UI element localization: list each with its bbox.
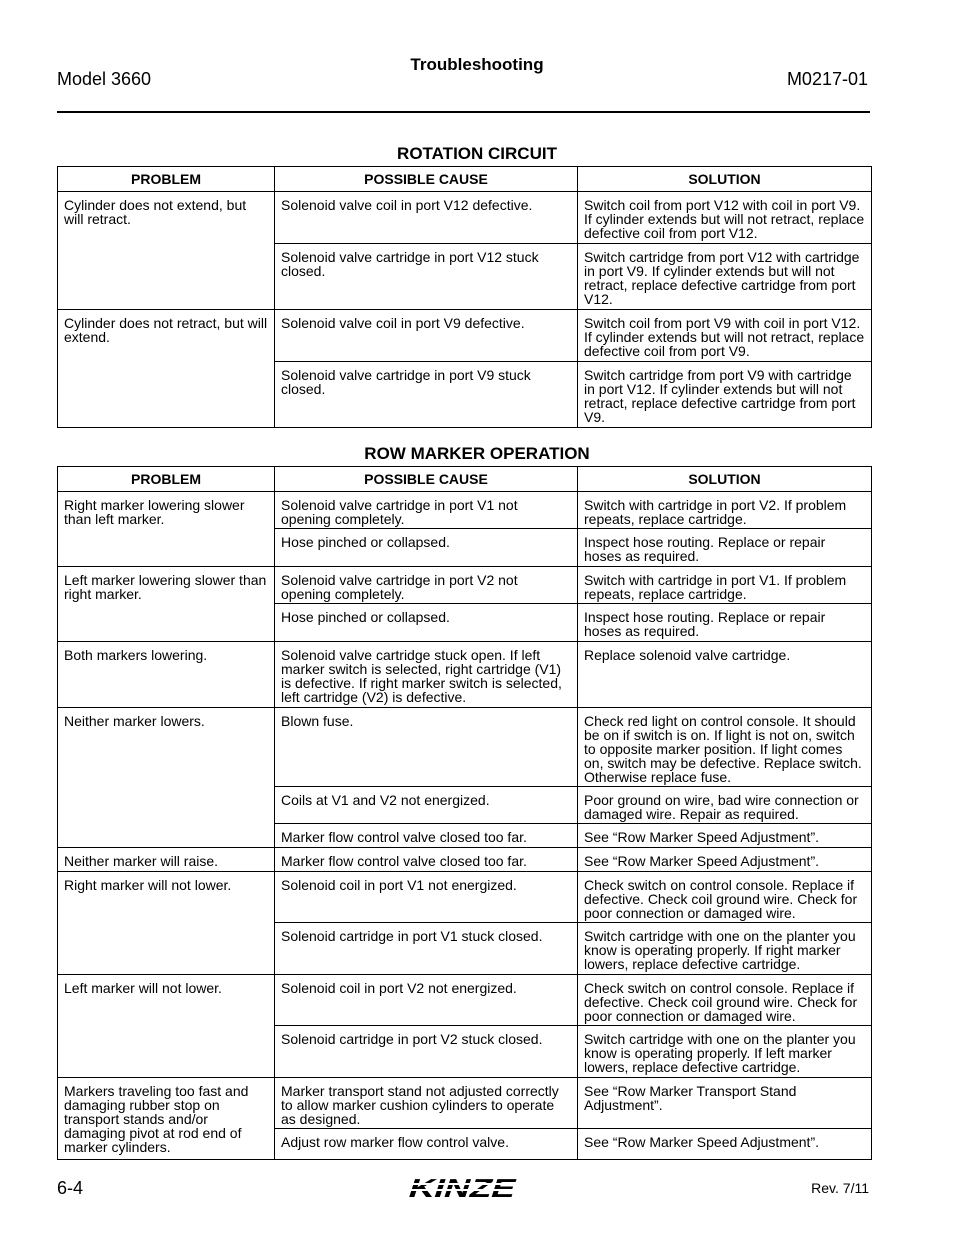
- solution-cell: See “Row Marker Transport Stand Adjustment”.: [578, 1078, 872, 1129]
- solution-cell: Inspect hose routing. Replace or repair hoses as required.: [578, 604, 872, 642]
- cause-cell: Hose pinched or collapsed.: [275, 604, 578, 642]
- cause-cell: Hose pinched or collapsed.: [275, 529, 578, 567]
- solution-cell: Switch cartridge from port V9 with cartridge in port V12. If cylinder extends but will not retract, replace defective cartridge from port V9.: [578, 362, 872, 428]
- solution-cell: See “Row Marker Speed Adjustment”.: [578, 1129, 872, 1160]
- cause-cell: Marker transport stand not adjusted correctly to allow marker cushion cylinders to operate as designed.: [275, 1078, 578, 1129]
- cause-column-header: POSSIBLE CAUSE: [275, 167, 578, 192]
- problem-cell: Both markers lowering.: [58, 642, 275, 708]
- cause-cell: Coils at V1 and V2 not energized.: [275, 787, 578, 824]
- solution-cell: See “Row Marker Speed Adjustment”.: [578, 824, 872, 848]
- cause-cell: Adjust row marker flow control valve.: [275, 1129, 578, 1160]
- revision-date: Rev. 7/11: [811, 1180, 869, 1196]
- table-row: [58, 492, 872, 529]
- cause-cell: Solenoid coil in port V2 not energized.: [275, 975, 578, 1026]
- cause-cell: Solenoid valve coil in port V9 defective.: [275, 310, 578, 362]
- problem-cell: Markers traveling too fast and damaging rubber stop on transport stands and/or damaging pivot at rod end of marker cylinders.: [58, 1078, 275, 1160]
- cause-cell: Solenoid valve cartridge in port V9 stuck closed.: [275, 362, 578, 428]
- cause-cell: Solenoid valve cartridge in port V1 not opening completely.: [275, 492, 578, 529]
- solution-cell: Poor ground on wire, bad wire connection or damaged wire. Repair as required.: [578, 787, 872, 824]
- table-row: [58, 975, 872, 1026]
- cause-cell: Solenoid cartridge in port V1 stuck closed.: [275, 923, 578, 975]
- problem-cell: Neither marker will raise.: [58, 848, 275, 872]
- solution-cell: Check red light on control console. It should be on if switch is on. If light is not on, switch to opposite marker position. If light comes on, switch may be defective. Replace switch. Otherwise replace fuse.: [578, 708, 872, 787]
- table-row: [58, 1078, 872, 1129]
- table-row: [58, 708, 872, 787]
- solution-column-header: SOLUTION: [578, 467, 872, 492]
- problem-cell: Cylinder does not retract, but will extend.: [58, 310, 275, 428]
- solution-cell: Switch with cartridge in port V1. If problem repeats, replace cartridge.: [578, 567, 872, 604]
- cause-cell: Marker flow control valve closed too far.: [275, 824, 578, 848]
- cause-cell: Solenoid valve coil in port V12 defective.: [275, 192, 578, 244]
- table-row: [58, 848, 872, 872]
- cause-cell: Solenoid cartridge in port V2 stuck closed.: [275, 1026, 578, 1078]
- cause-cell: Solenoid coil in port V1 not energized.: [275, 872, 578, 923]
- header-model: Model 3660: [57, 69, 152, 89]
- problem-cell: Cylinder does not extend, but will retract.: [58, 192, 275, 310]
- solution-cell: Switch with cartridge in port V2. If problem repeats, replace cartridge.: [578, 492, 872, 529]
- solution-cell: Switch cartridge with one on the planter you know is operating properly. If left marker lowers, replace defective cartridge.: [578, 1026, 872, 1078]
- cause-cell: Marker flow control valve closed too far.: [275, 848, 578, 872]
- row-marker-operation-table: [57, 466, 872, 1160]
- problem-cell: Right marker lowering slower than left marker.: [58, 492, 275, 567]
- solution-cell: Check switch on control console. Replace if defective. Check coil ground wire. Check for poor connection or damaged wire.: [578, 872, 872, 923]
- problem-cell: Left marker lowering slower than right marker.: [58, 567, 275, 642]
- solution-cell: See “Row Marker Speed Adjustment”.: [578, 848, 872, 872]
- table-row: [58, 310, 872, 362]
- table-row: [58, 872, 872, 923]
- logo-text: KINZE: [404, 1175, 493, 1201]
- solution-column-header: SOLUTION: [578, 167, 872, 192]
- problem-cell: Neither marker lowers.: [58, 708, 275, 848]
- table-row: [58, 192, 872, 244]
- kinze-logo: [404, 1175, 522, 1206]
- cause-column-header: POSSIBLE CAUSE: [275, 467, 578, 492]
- cause-cell: Blown fuse.: [275, 708, 578, 787]
- solution-cell: Inspect hose routing. Replace or repair hoses as required.: [578, 529, 872, 567]
- solution-cell: Check switch on control console. Replace if defective. Check coil ground wire. Check for poor connection or damaged wire.: [578, 975, 872, 1026]
- solution-cell: Replace solenoid valve cartridge.: [578, 642, 872, 708]
- row-marker-operation-title: ROW MARKER OPERATION: [364, 444, 590, 463]
- solution-cell: Switch coil from port V9 with coil in port V12. If cylinder extends but will not retract, replace defective coil from port V9.: [578, 310, 872, 362]
- table-row: [58, 567, 872, 604]
- table-row: [58, 642, 872, 708]
- solution-cell: Switch cartridge from port V12 with cartridge in port V9. If cylinder extends but will not retract, replace defective cartridge from port V12.: [578, 244, 872, 310]
- problem-cell: Right marker will not lower.: [58, 872, 275, 975]
- cause-cell: Solenoid valve cartridge stuck open. If left marker switch is selected, right cartridge (V1) is defective. If right marker switch is selected, left cartridge (V2) is defective.: [275, 642, 578, 708]
- page-title: Troubleshooting: [410, 55, 544, 74]
- rotation-circuit-title: ROTATION CIRCUIT: [397, 144, 557, 163]
- problem-cell: Left marker will not lower.: [58, 975, 275, 1078]
- cause-cell: Solenoid valve cartridge in port V2 not opening completely.: [275, 567, 578, 604]
- solution-cell: Switch coil from port V12 with coil in port V9. If cylinder extends but will not retract, replace defective coil from port V12.: [578, 192, 872, 244]
- problem-column-header: PROBLEM: [58, 467, 275, 492]
- page-number: 6-4: [57, 1178, 84, 1198]
- problem-column-header: PROBLEM: [58, 167, 275, 192]
- cause-cell: Solenoid valve cartridge in port V12 stuck closed.: [275, 244, 578, 310]
- document-code: M0217-01: [786, 69, 868, 89]
- rotation-circuit-table: [57, 166, 872, 428]
- solution-cell: Switch cartridge with one on the planter you know is operating properly. If right marker lowers, replace defective cartridge.: [578, 923, 872, 975]
- header-divider: [57, 111, 870, 113]
